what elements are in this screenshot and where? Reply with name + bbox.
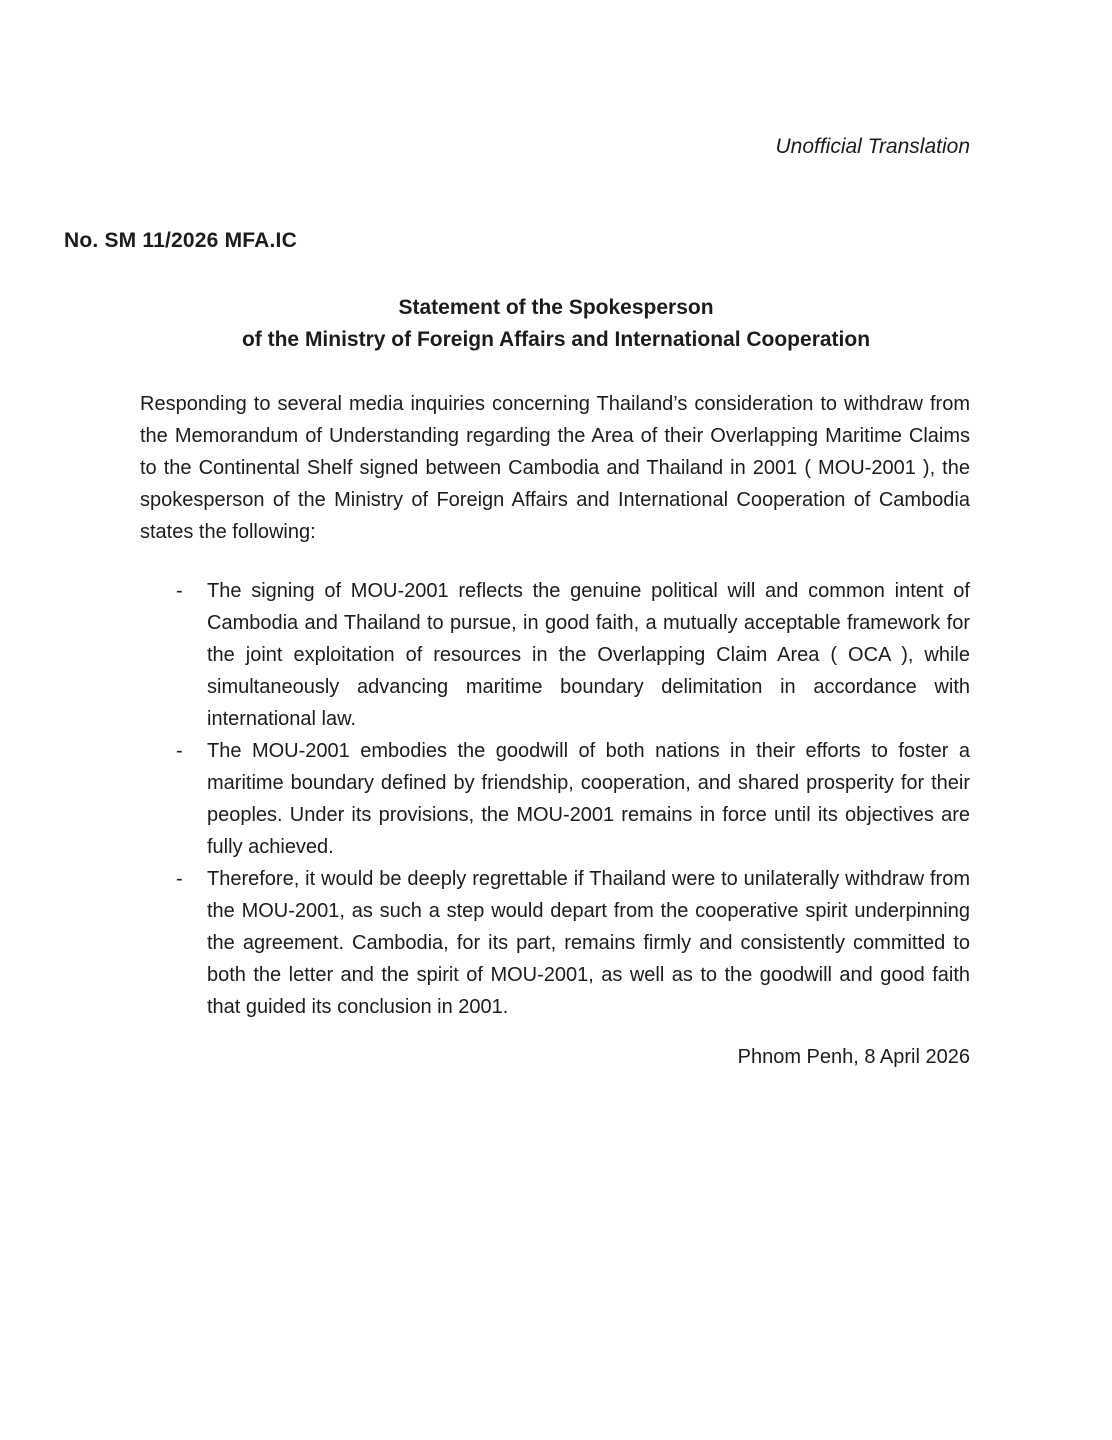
document-title [0, 292, 1112, 356]
list-item [140, 575, 970, 735]
list-item [140, 735, 970, 863]
document-title-line1: Statement of the Spokesperson [398, 296, 714, 319]
bullet-text: Therefore, it would be deeply regrettable if Thailand were to unilaterally withdraw from the MOU-2001, as such a step would depart from the cooperative spirit underpinning the agreement. Cambodia, for its part, remains firmly and consistently committed to both the letter and the spirit of MOU-2001, as well as to the goodwill and good faith that guided its conclusion in 2001. [207, 868, 970, 1018]
translation-note: Unofficial Translation [775, 135, 970, 158]
bullet-text: The MOU-2001 embodies the goodwill of both nations in their efforts to foster a maritime boundary defined by friendship, cooperation, and shared prosperity for their peoples. Under its provisions, the MOU-2001 remains in force until its objectives are fully achieved. [207, 740, 970, 858]
bullet-dash-marker: - [176, 580, 183, 602]
bullet-list [140, 575, 970, 1023]
bullet-dash-marker: - [176, 740, 183, 762]
bullet-dash-marker: - [176, 868, 183, 890]
document-title-line2: of the Ministry of Foreign Affairs and International Cooperation [241, 328, 871, 351]
dateline: Phnom Penh, 8 April 2026 [737, 1046, 970, 1068]
reference-number: No. SM 11/2026 MFA.IC [64, 229, 297, 252]
intro-paragraph: Responding to several media inquiries concerning Thailand’s consideration to withdraw from the Memorandum of Understanding regarding the Area of their Overlapping Maritime Claims to the Continental Shelf signed between Cambodia and Thailand in 2001 ( MOU-2001 ), the spokesperson of the Ministry of Foreign Affairs and International Cooperation of Cambodia states the following: [140, 393, 970, 543]
bullet-text: The signing of MOU-2001 reflects the genuine political will and common intent of Cambodia and Thailand to pursue, in good faith, a mutually acceptable framework for the joint exploitation of resources in the Overlapping Claim Area ( OCA ), while simultaneously advancing maritime boundary delimitation in accordance with international law. [207, 580, 970, 730]
list-item [140, 863, 970, 1023]
